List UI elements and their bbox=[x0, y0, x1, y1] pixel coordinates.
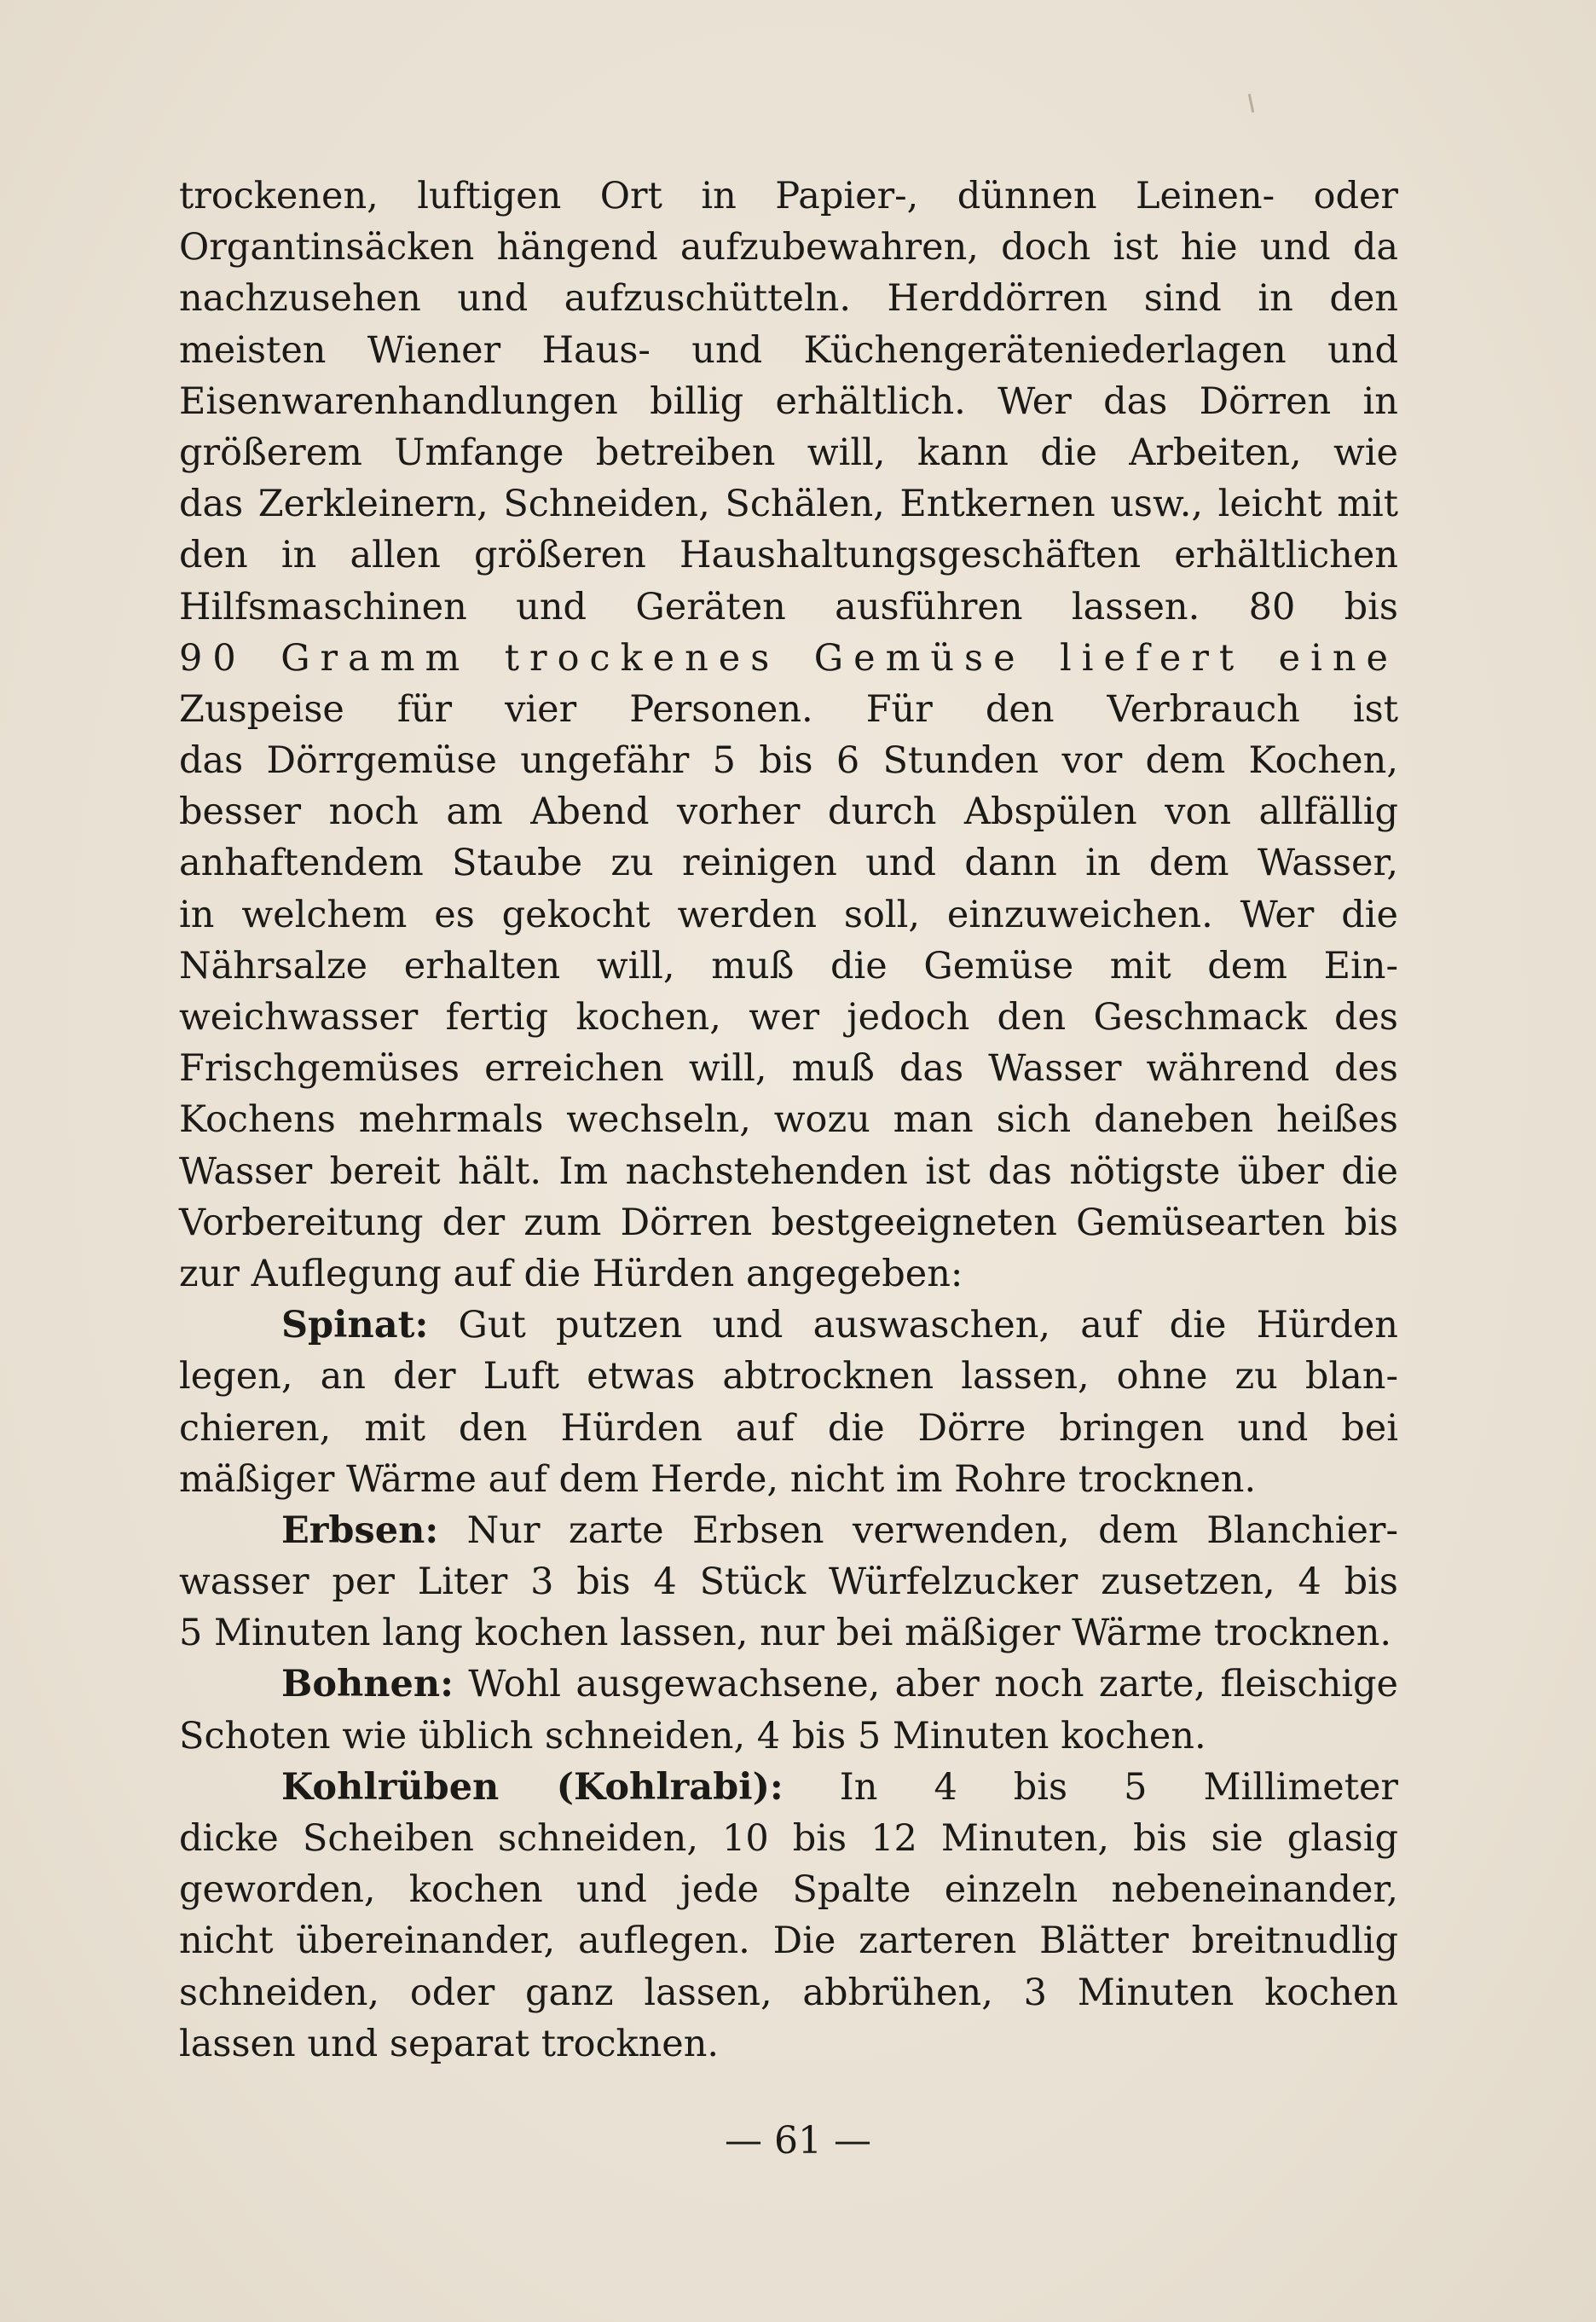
text-line: Kochens mehrmals wechseln, wozu man sich daneben heißes bbox=[179, 1098, 1398, 1142]
section-kohlrueben-first-line: Kohlrüben (Kohlrabi): In 4 bis 5 Millimeter bbox=[281, 1765, 1398, 1809]
text-line: Zuspeise für vier Personen. Für den Verbrauch ist bbox=[179, 687, 1398, 731]
text-line: Nährsalze erhalten will, muß die Gemüse mit dem Ein- bbox=[179, 944, 1398, 987]
text-line: Organtinsäcken hängend aufzubewahren, doch ist hie und da bbox=[179, 226, 1398, 269]
text-line: trockenen, luftigen Ort in Papier-, dünnen Leinen- oder bbox=[179, 175, 1398, 217]
text-line: meisten Wiener Haus- und Küchengeräteniederlagen und bbox=[179, 328, 1398, 372]
section-bohnen-first-line: Bohnen: Wohl ausgewachsene, aber noch zarte, fleischige bbox=[281, 1663, 1398, 1706]
text-line: anhaftendem Staube zu reinigen und dann in dem Wasser, bbox=[179, 842, 1398, 885]
text-line: schneiden, oder ganz lassen, abbrühen, 3 Minuten kochen bbox=[179, 1971, 1398, 2014]
text-line: zur Auflegung auf die Hürden angegeben: bbox=[179, 1252, 963, 1295]
text-line: besser noch am Abend vorher durch Abspülen von allfällig bbox=[179, 790, 1398, 834]
section-heading-spinat: Spinat: bbox=[281, 1304, 429, 1347]
text-line: das Zerkleinern, Schneiden, Schälen, Entkernen usw., leicht mit bbox=[179, 483, 1398, 526]
text-line: Vorbereitung der zum Dörren bestgeeigneten Gemüsearten bis bbox=[179, 1201, 1398, 1244]
text-line: Eisenwarenhandlungen billig erhältlich. Wer das Dörren in bbox=[179, 379, 1398, 423]
text-line: mäßiger Wärme auf dem Herde, nicht im Rohre trocknen. bbox=[179, 1457, 1257, 1501]
text-line: das Dörrgemüse ungefähr 5 bis 6 Stunden vor dem Kochen, bbox=[179, 739, 1398, 783]
section-heading-bohnen: Bohnen: bbox=[281, 1663, 454, 1706]
text-line-spaced: 90 Gramm trockenes Gemüse liefert eine bbox=[179, 636, 1398, 680]
section-spinat-first-line: Spinat: Gut putzen und auswaschen, auf die Hürden bbox=[281, 1304, 1399, 1347]
text-line: Schoten wie üblich schneiden, 4 bis 5 Minuten kochen. bbox=[179, 1714, 1206, 1757]
text-line: geworden, kochen und jede Spalte einzeln nebeneinander, bbox=[179, 1868, 1398, 1912]
section-erbsen-first-line: Erbsen: Nur zarte Erbsen verwenden, dem Blanchier- bbox=[281, 1508, 1398, 1552]
text-line: nachzusehen und aufzuschütteln. Herddörren sind in den bbox=[179, 277, 1398, 321]
text-line: Wasser bereit hält. Im nachstehenden ist das nötigste über die bbox=[179, 1149, 1398, 1193]
text-line: Hilfsmaschinen und Geräten ausführen lassen. 80 bis bbox=[179, 585, 1398, 628]
section-heading-kohlrueben: Kohlrüben (Kohlrabi): bbox=[281, 1765, 784, 1809]
body-text bbox=[179, 171, 1398, 2070]
text-line: legen, an der Luft etwas abtrocknen lassen, ohne zu blan- bbox=[179, 1355, 1398, 1398]
paper-speck bbox=[1248, 94, 1255, 113]
page-number: — 61 — bbox=[725, 2119, 871, 2163]
text-line: 5 Minuten lang kochen lassen, nur bei mäßiger Wärme trocknen. bbox=[179, 1612, 1392, 1655]
text-line: weichwasser fertig kochen, wer jedoch den Geschmack des bbox=[179, 996, 1398, 1039]
text-line: chieren, mit den Hürden auf die Dörre bringen und bei bbox=[179, 1406, 1398, 1450]
text-line: lassen und separat trocknen. bbox=[179, 2022, 720, 2065]
text-line: Frischgemüses erreichen will, muß das Wasser während des bbox=[179, 1047, 1398, 1091]
text-line: nicht übereinander, auflegen. Die zarteren Blätter breitnudlig bbox=[179, 1920, 1398, 1963]
text-line: den in allen größeren Haushaltungsgeschäften erhältlichen bbox=[179, 534, 1398, 577]
text-line: in welchem es gekocht werden soll, einzuweichen. Wer die bbox=[179, 893, 1398, 936]
text-line: größerem Umfange betreiben will, kann die Arbeiten, wie bbox=[179, 431, 1398, 474]
text-line: dicke Scheiben schneiden, 10 bis 12 Minuten, bis sie glasig bbox=[179, 1817, 1398, 1860]
section-heading-erbsen: Erbsen: bbox=[281, 1508, 439, 1552]
text-line: wasser per Liter 3 bis 4 Stück Würfelzucker zusetzen, 4 bis bbox=[179, 1561, 1398, 1604]
